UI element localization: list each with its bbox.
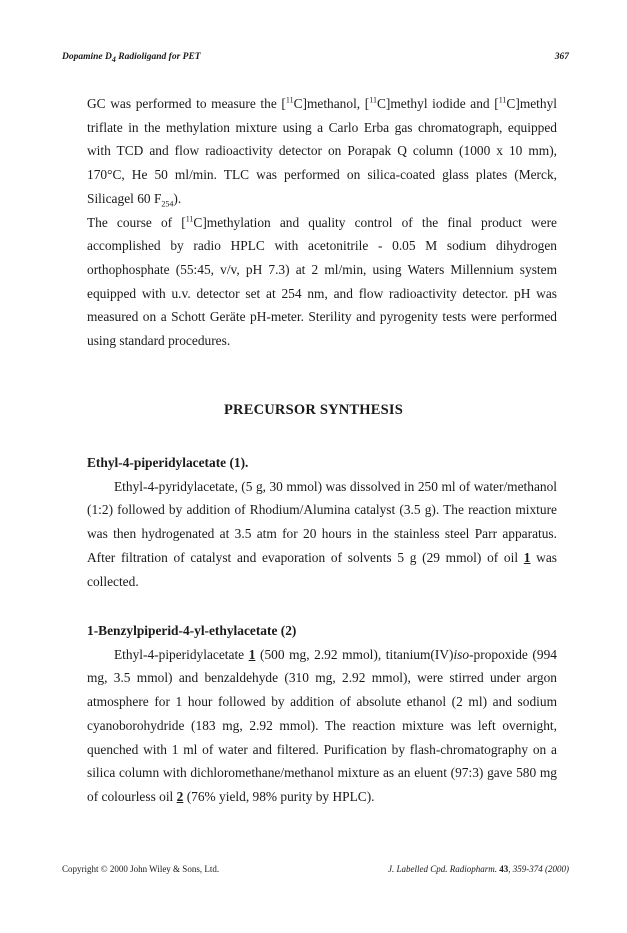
intro-paragraph-1: GC was performed to measure the [$^{11}$C]methanol, [$^{11}$C]methyl iodide and [$^{11}$C]methyl triflate in the methylation mixture using a Carlo Erba gas chromatograph, equipped with TCD and flow radioactivity detector on Porapak Q column (1000 x 10 mm), 170°C, He 50 ml/min. TLC was performed on silica-coated glass plates (Merck, Silicagel 60 $F_{254}$).	[87, 95, 558, 209]
compound-2-section	[87, 619, 557, 809]
compound-1-section	[87, 451, 557, 593]
section-heading: PRECURSOR SYNTHESIS	[223, 402, 404, 418]
copyright-notice: Copyright © 2000 John Wiley & Sons, Ltd.	[62, 864, 220, 874]
journal-citation: J. Labelled Cpd. Radiopharm. 43, 359-374 (2000)	[388, 864, 569, 874]
intro-section	[87, 92, 557, 353]
page-number: 367	[554, 52, 569, 62]
compound-2-title: 1-Benzylpiperid-4-yl-ethylacetate (2)	[87, 623, 297, 638]
intro-paragraph-2: The course of [$^{11}$C]methylation and quality control of the final product were accomplished by radio HPLC with acetonitrile - 0.05 M sodium dihydrogen orthophosphate (55:45, v/v, pH 7.3) at 2 ml/min, using Waters Millennium system equipped with u.v. detector set at 254 nm, and flow radioactivity detector. pH was measured on a Schott Geräte pH-meter. Sterility and pyrogenity tests were performed using standard procedures.	[87, 214, 557, 349]
compound-1-title: Ethyl-4-piperidylacetate (1).	[87, 455, 249, 470]
compound-1-body: Ethyl-4-pyridylacetate, (5 g, 30 mmol) was dissolved in 250 ml of water/methanol (1:2) followed by addition of Rhodium/Alumina catalyst (3.5 g). The reaction mixture was then hydrogenated at 3.5 atm for 20 hours in the stainless steel Parr apparatus. After filtration of catalyst and evaporation of solvents 5 g (29 mmol) of oil 1 was collected.	[87, 478, 557, 589]
compound-2-body: Ethyl-4-piperidylacetate 1 (500 mg, 2.92 mmol), titanium(IV)iso-propoxide (994 mg, 3.5 mmol) and benzaldehyde (310 mg, 2.92 mmol), were stirred under argon atmosphere for 1 hour followed by addition of absolute ethanol (2 ml) and sodium cyanoborohydride (183 mg, 2.92 mmol). The reaction mixture was left overnight, quenched with 1 ml of water and filtered. Purification by flash-chromatography on a silica column with dichloromethane/methanol mixture as an eluent (97:3) gave 580 mg of colourless oil 2 (76% yield, 98% purity by HPLC).	[87, 646, 557, 804]
running-title: Dopamine $D_4$ Radioligand for PET	[62, 52, 201, 64]
